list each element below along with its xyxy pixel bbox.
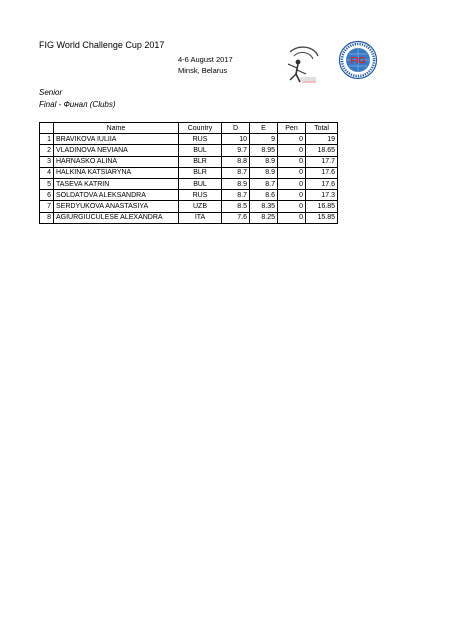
athlete-name-cell: TASEVA KATRIN (54, 178, 179, 189)
results-body (40, 134, 338, 224)
country-cell: BLR (179, 167, 222, 178)
total-cell: 18.65 (306, 145, 338, 156)
e-score-header: E (250, 123, 278, 134)
penalty-cell: 0 (278, 134, 306, 145)
penalty-cell: 0 (278, 190, 306, 201)
athlete-name-cell: AGIURGIUCULESE ALEXANDRA (54, 212, 179, 223)
d-score-cell: 8.8 (222, 156, 250, 167)
results-table (39, 122, 338, 224)
country-cell: BUL (179, 178, 222, 189)
penalty-cell: 0 (278, 156, 306, 167)
athlete-name-cell: BRAVIKOVA IULIIA (54, 134, 179, 145)
rank-cell: 2 (40, 145, 54, 156)
country-cell: UZB (179, 201, 222, 212)
total-cell: 17.3 (306, 190, 338, 201)
rank-cell: 4 (40, 167, 54, 178)
d-score-cell: 8.7 (222, 167, 250, 178)
d-score-cell: 8.9 (222, 178, 250, 189)
rank-cell: 8 (40, 212, 54, 223)
table-row (40, 167, 338, 178)
country-cell: BUL (179, 145, 222, 156)
table-header-row (40, 123, 338, 134)
e-score-cell: 8.7 (250, 178, 278, 189)
table-row (40, 178, 338, 189)
rank-cell: 3 (40, 156, 54, 167)
e-score-cell: 8.9 (250, 156, 278, 167)
category-event: Final - Финал (Clubs) (39, 100, 116, 109)
penalty-cell: 0 (278, 212, 306, 223)
d-score-cell: 10 (222, 134, 250, 145)
total-cell: 17.6 (306, 167, 338, 178)
country-cell: RUS (179, 134, 222, 145)
total-cell: 19 (306, 134, 338, 145)
penalty-header: Pen (278, 123, 306, 134)
e-score-cell: 8.9 (250, 167, 278, 178)
athlete-name-cell: HARNASKO ALINA (54, 156, 179, 167)
penalty-cell: 0 (278, 201, 306, 212)
fig-logo (338, 40, 378, 80)
total-cell: 17.6 (306, 178, 338, 189)
athlete-name-cell: VLADINOVA NEVIANA (54, 145, 179, 156)
penalty-cell: 0 (278, 145, 306, 156)
rank-cell: 1 (40, 134, 54, 145)
e-score-cell: 8.25 (250, 212, 278, 223)
d-score-header: D (222, 123, 250, 134)
athlete-name-cell: HALKINA KATSIARYNA (54, 167, 179, 178)
rank-cell: 7 (40, 201, 54, 212)
event-location: Minsk, Belarus (178, 66, 228, 75)
athlete-name-cell: SERDYUKOVA ANASTASIYA (54, 201, 179, 212)
penalty-cell: 0 (278, 178, 306, 189)
e-score-cell: 8.35 (250, 201, 278, 212)
total-cell: 15.85 (306, 212, 338, 223)
country-header: Country (179, 123, 222, 134)
rank-cell: 5 (40, 178, 54, 189)
fig-logo-text: FIG (350, 55, 366, 66)
name-header: Name (54, 123, 179, 134)
table-row (40, 201, 338, 212)
d-score-cell: 8.5 (222, 201, 250, 212)
athlete-name-cell: SOLDATOVA ALEKSANDRA (54, 190, 179, 201)
total-header: Total (306, 123, 338, 134)
table-row (40, 190, 338, 201)
event-dates: 4-6 August 2017 (178, 55, 233, 64)
penalty-cell: 0 (278, 167, 306, 178)
e-score-cell: 9 (250, 134, 278, 145)
document-title: FIG World Challenge Cup 2017 (39, 40, 165, 50)
world-cup-logo (276, 44, 324, 86)
table-row (40, 156, 338, 167)
d-score-cell: 7.6 (222, 212, 250, 223)
e-score-cell: 8.6 (250, 190, 278, 201)
event-info (178, 54, 233, 76)
d-score-cell: 9.7 (222, 145, 250, 156)
table-row (40, 212, 338, 223)
category-level: Senior (39, 88, 63, 97)
d-score-cell: 8.7 (222, 190, 250, 201)
country-cell: RUS (179, 190, 222, 201)
total-cell: 17.7 (306, 156, 338, 167)
country-cell: ITA (179, 212, 222, 223)
table-row (40, 134, 338, 145)
category-block (39, 87, 116, 111)
country-cell: BLR (179, 156, 222, 167)
rank-cell: 6 (40, 190, 54, 201)
table-row (40, 145, 338, 156)
total-cell: 16.85 (306, 201, 338, 212)
e-score-cell: 8.95 (250, 145, 278, 156)
rank-header (40, 123, 54, 134)
